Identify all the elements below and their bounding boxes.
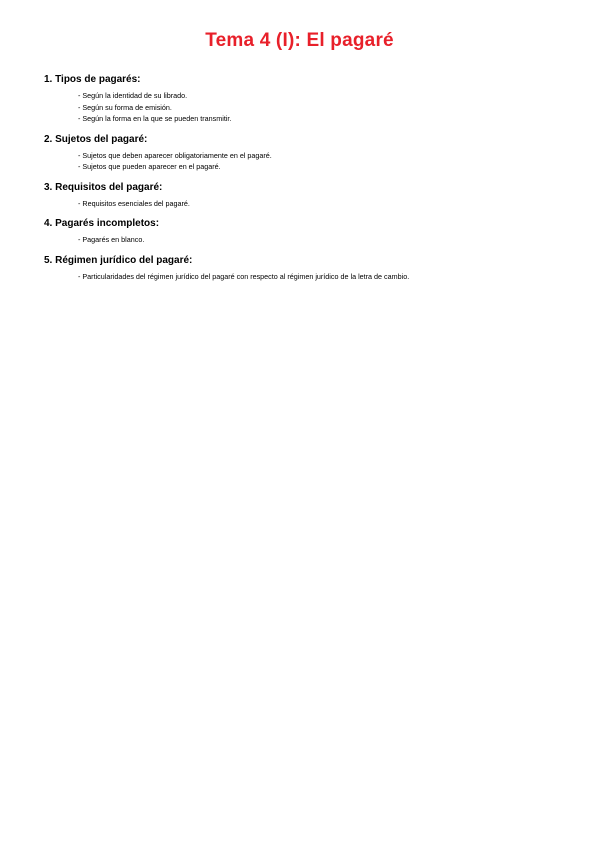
section-pagares-incompletos [44, 217, 564, 246]
list-item: - Particularidades del régimen jurídico del pagaré con respecto al régimen jurídico de la letra de cambio. [78, 271, 410, 281]
section-item-list [44, 198, 564, 210]
list-item: - Según su forma de emisión. [78, 102, 172, 112]
section-item-list [44, 90, 564, 125]
section-item-list [44, 271, 564, 283]
section-item-list [44, 234, 564, 246]
section-item-list [44, 150, 564, 173]
section-heading: 4. Pagarés incompletos: [44, 218, 160, 229]
list-item: - Sujetos que pueden aparecer en el pagaré. [78, 162, 221, 171]
list-item: - Según la forma en la que se pueden transmitir. [78, 114, 232, 123]
section-heading: 3. Requisitos del pagaré: [44, 181, 163, 193]
section-requisitos-del-pagare [44, 181, 564, 210]
list-item: - Pagarés en blanco. [78, 235, 145, 244]
section-heading: 1. Tipos de pagarés: [44, 74, 141, 85]
section-tipos-de-pagares [44, 73, 564, 125]
list-item: - Según la identidad de su librado. [78, 91, 188, 100]
list-item: - Requisitos esenciales del pagaré. [78, 198, 190, 208]
section-heading: 5. Régimen jurídico del pagaré: [44, 254, 193, 266]
section-sujetos-del-pagare [44, 133, 564, 173]
document-title: Tema 4 (I): El pagaré [205, 30, 394, 51]
section-list [44, 73, 564, 290]
section-heading: 2. Sujetos del pagaré: [44, 133, 148, 145]
list-item: - Sujetos que deben aparecer obligatoriamente en el pagaré. [78, 150, 272, 160]
section-regimen-juridico [44, 254, 564, 283]
